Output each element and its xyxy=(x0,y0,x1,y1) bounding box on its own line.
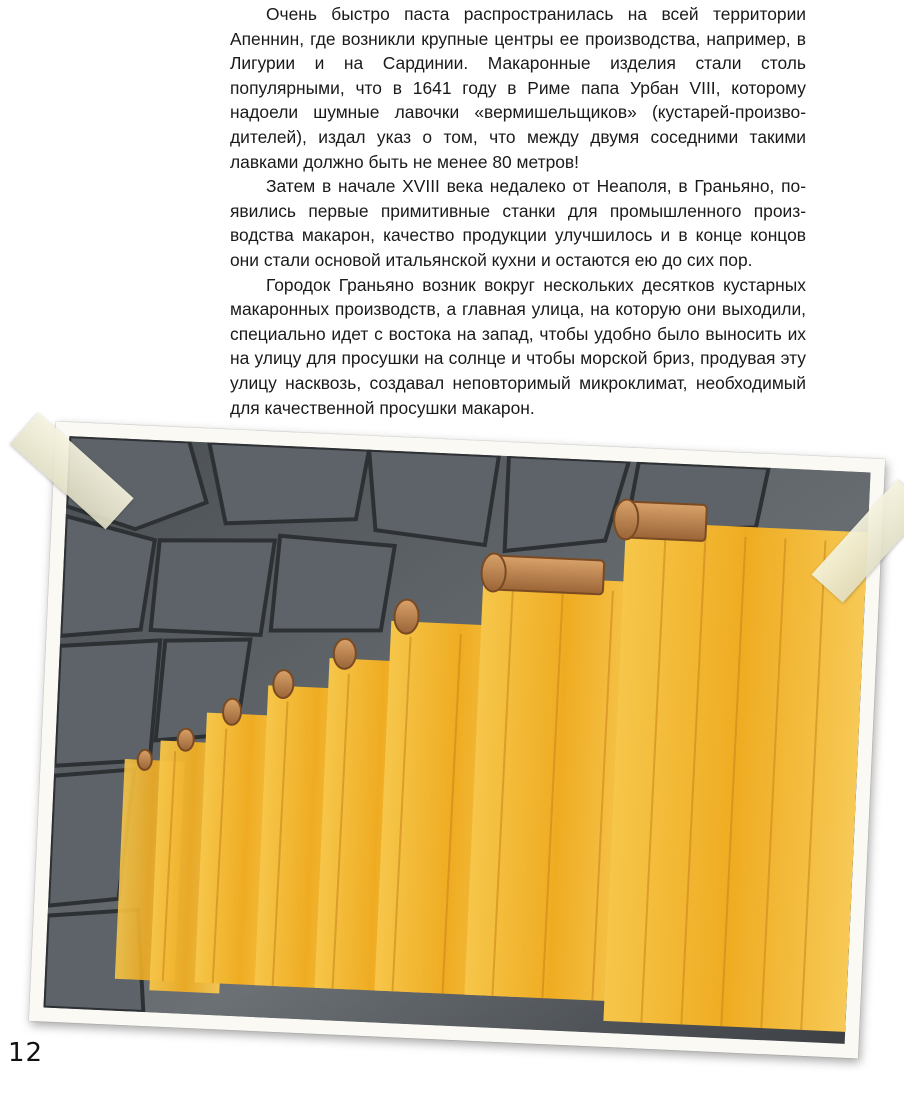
paragraph-2: Затем в начале XVIII века недалеко от Неаполя, в Граньяно, появились первые примитивные станки для промышленного производства макарон, качество продукции улучшилось и в конце концов они стали основой итальянской кухни и остаются ею до сих пор. xyxy=(230,176,806,270)
pasta-drying-image xyxy=(43,436,870,1044)
pasta-photo xyxy=(29,421,885,1058)
page-number: 12 xyxy=(8,1038,44,1068)
article-text xyxy=(230,2,806,420)
paragraph-3: Городок Граньяно возник вокруг нескольких десятков кустарных макаронных производств, а главная улица, на которую они выходили, специально идет с востока на запад, чтобы удобно было выносить их на улицу для просушки на солнце и чтобы морской бриз, продувая эту улицу насквозь, создавал неповторимый микроклимат, необходимый для качественной просушки макарон. xyxy=(230,274,806,418)
paragraph-1: Очень быстро паста распространилась на всей территории Апеннин, где возникли крупные центры ее производства, например, в Лигурии и на Сардинии. Макаронные изделия стали столь популярными, что в 1641 году в Риме папа Урбан VIII, которому надоели шумные лавочки «вермишельщиков» (кустарей-производителей), издал указ о том, что между двумя соседними такими лавками должно быть не менее 80 метров! xyxy=(230,4,806,172)
